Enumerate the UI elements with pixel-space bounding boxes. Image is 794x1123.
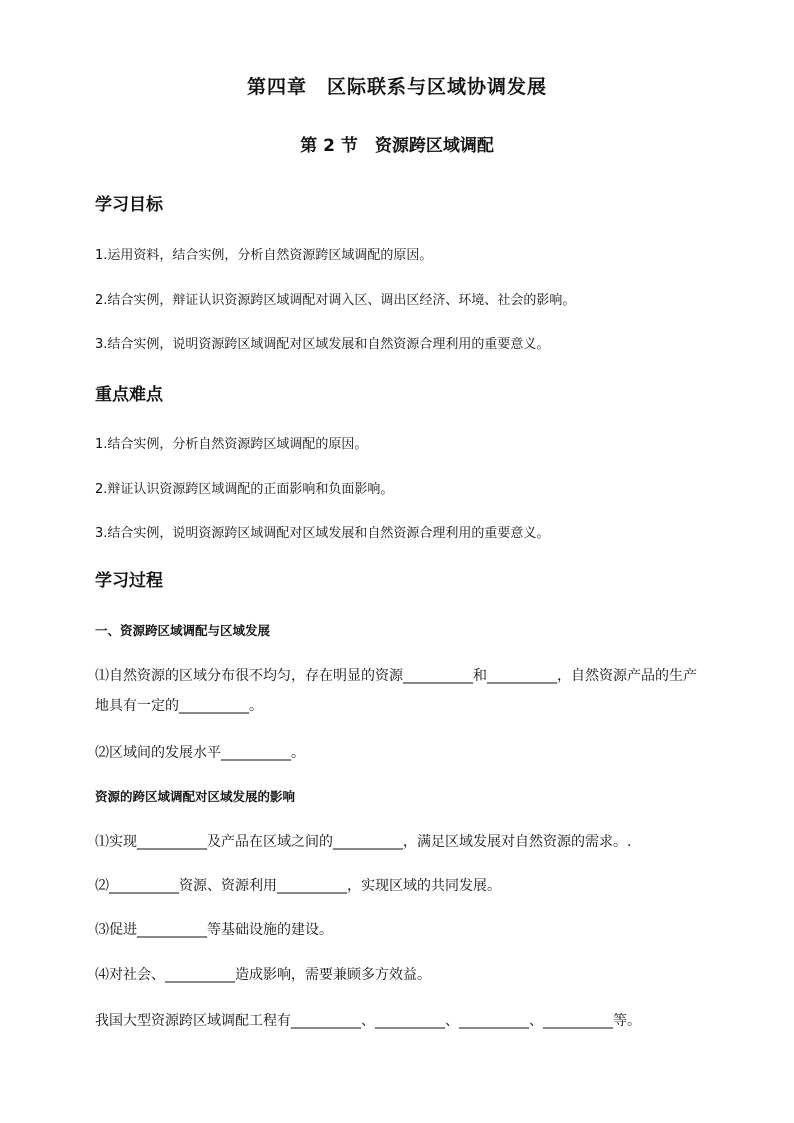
key-point-item-2: 2.辩证认识资源跨区域调配的正面影响和负面影响。 — [95, 482, 394, 497]
projects-line: 我国大型资源跨区域调配工程有__________、__________、__________、__________等。 — [95, 1013, 641, 1029]
reason-1-line-1: ⑴自然资源的区域分布很不均匀，存在明显的资源__________和__________，自然资源产品的生产 — [95, 668, 697, 684]
key-point-item-1: 1.结合实例，分析自然资源跨区域调配的原因。 — [95, 437, 368, 452]
effect-3: ⑶促进__________等基础设施的建设。 — [95, 922, 333, 938]
process-heading: 学习过程 — [95, 571, 163, 591]
reason-2: ⑵区域间的发展水平__________。 — [95, 745, 305, 761]
objective-item-1: 1.运用资料，结合实例，分析自然资源跨区域调配的原因。 — [95, 248, 433, 263]
objective-item-2: 2.结合实例，辩证认识资源跨区域调配对调入区、调出区经济、环境、社会的影响。 — [95, 293, 576, 308]
key-points-heading: 重点难点 — [95, 385, 163, 405]
objective-item-3: 3.结合实例，说明资源跨区域调配对区域发展和自然资源合理利用的重要意义。 — [95, 337, 550, 352]
part2-title: 资源的跨区域调配对区域发展的影响 — [95, 789, 296, 804]
objectives-heading: 学习目标 — [95, 195, 163, 215]
effect-4: ⑷对社会、__________造成影响，需要兼顾多方效益。 — [95, 967, 431, 983]
key-point-item-3: 3.结合实例，说明资源跨区域调配对区域发展和自然资源合理利用的重要意义。 — [95, 526, 550, 541]
effect-1: ⑴实现__________及产品在区域之间的__________，满足区域发展对自然资源的需求。. — [95, 834, 632, 850]
effect-2: ⑵__________资源、资源利用__________，实现区域的共同发展。 — [95, 878, 501, 894]
section-title: 第 2 节 资源跨区域调配 — [300, 136, 494, 156]
part1-title: 一、资源跨区域调配与区域发展 — [95, 623, 271, 638]
reason-1-line-2: 地具有一定的__________。 — [95, 698, 263, 714]
chapter-title: 第四章 区际联系与区域协调发展 — [246, 76, 547, 98]
